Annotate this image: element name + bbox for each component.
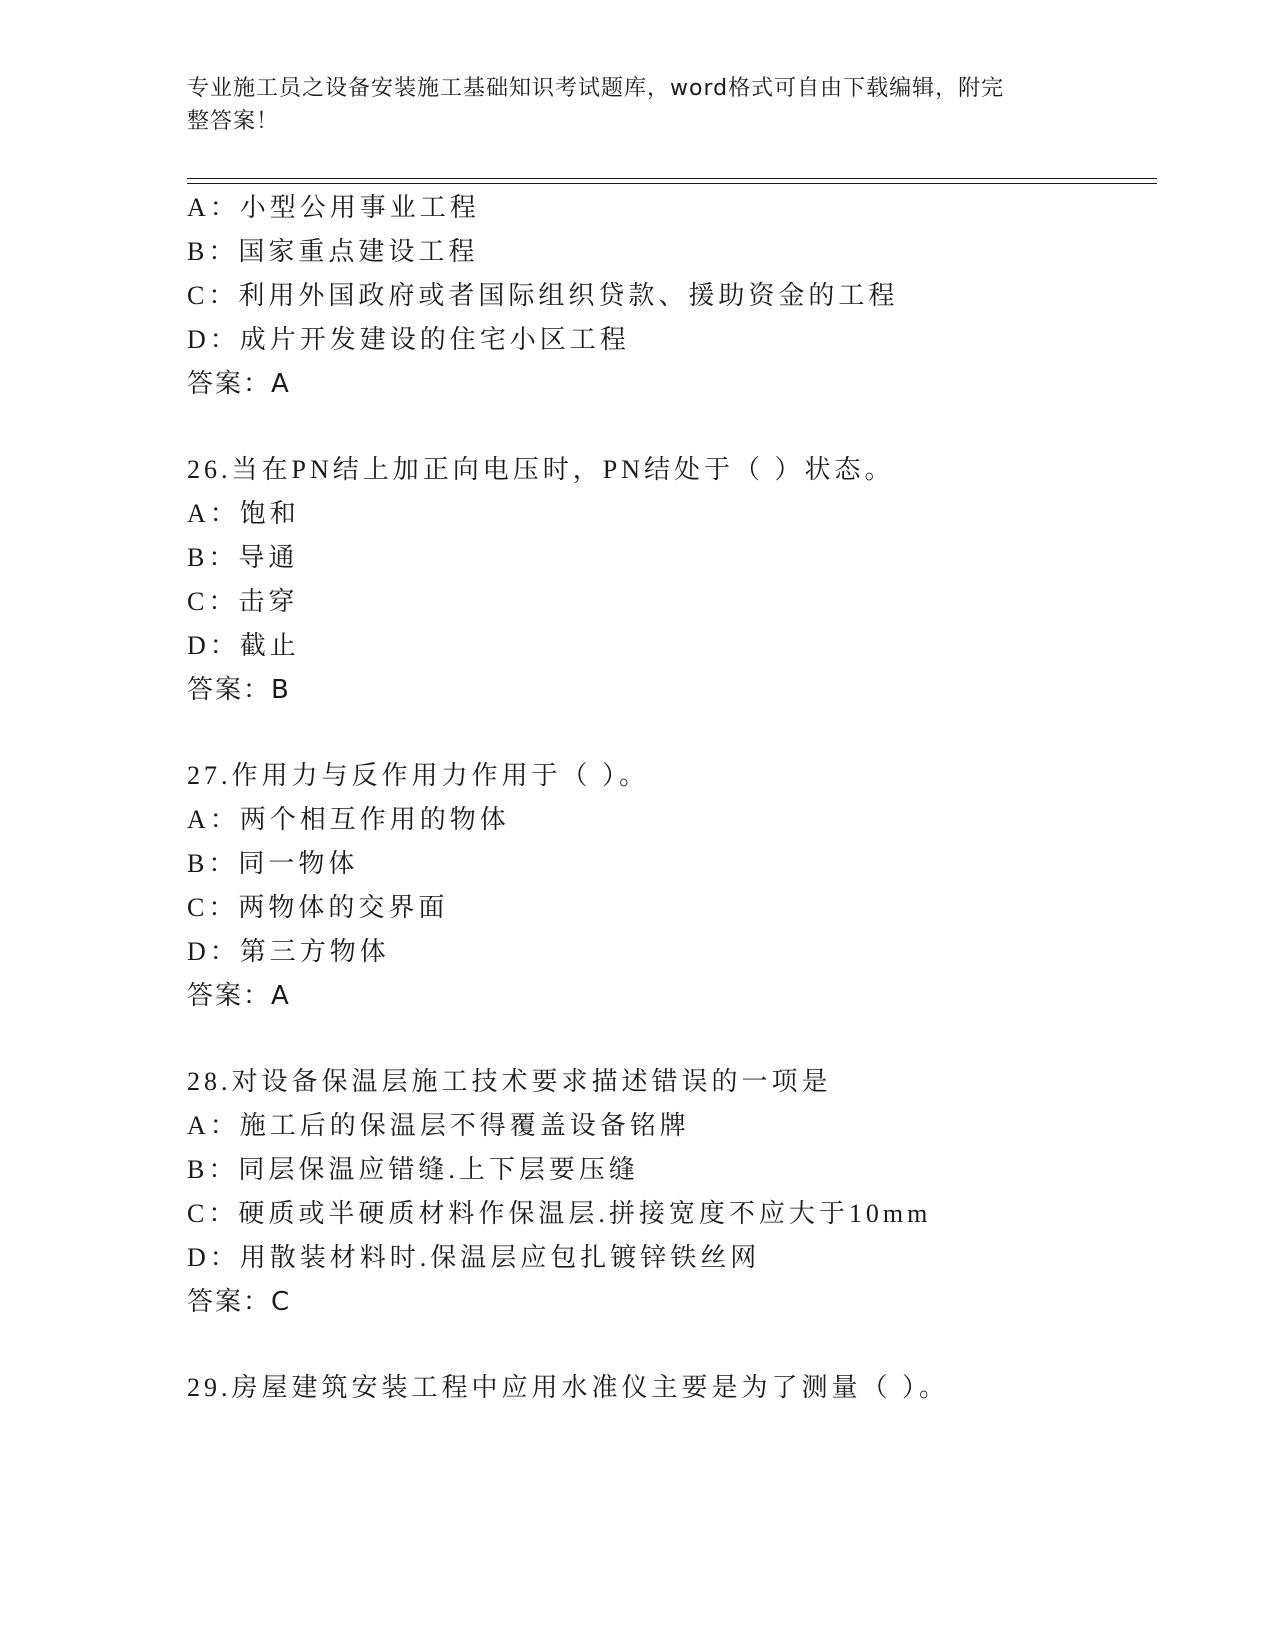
q25-option-b: B：国家重点建设工程 — [187, 237, 479, 266]
q28-answer: 答案：C — [187, 1287, 292, 1317]
q25-option-a: A：小型公用事业工程 — [187, 193, 480, 222]
q28-option-a: A：施工后的保温层不得覆盖设备铭牌 — [187, 1111, 690, 1140]
header-divider-bottom — [187, 183, 1157, 184]
q27-question: 27.作用力与反作用力作用于（ ）。 — [187, 761, 650, 790]
q28-question: 28.对设备保温层施工技术要求描述错误的一项是 — [187, 1067, 832, 1096]
q26-option-b: B：导通 — [187, 543, 299, 572]
q29-question: 29.房屋建筑安装工程中应用水准仪主要是为了测量（ ）。 — [187, 1373, 950, 1402]
q28-option-b: B：同层保温应错缝.上下层要压缝 — [187, 1155, 639, 1184]
q26-question: 26.当在PN结上加正向电压时，PN结处于（ ）状态。 — [187, 455, 895, 484]
q26-answer: 答案：B — [187, 675, 291, 705]
header-divider-top — [187, 178, 1157, 179]
q25-answer: 答案：A — [187, 369, 291, 399]
q27-option-c: C：两物体的交界面 — [187, 893, 449, 922]
q27-option-a: A：两个相互作用的物体 — [187, 805, 510, 834]
q28-option-d: D：用散装材料时.保温层应包扎镀锌铁丝网 — [187, 1243, 761, 1272]
q26-option-c: C：击穿 — [187, 587, 299, 616]
q26-option-a: A：饱和 — [187, 499, 300, 528]
q26-option-d: D：截止 — [187, 631, 300, 660]
document-header — [187, 72, 1067, 138]
q25-option-c: C：利用外国政府或者国际组织贷款、援助资金的工程 — [187, 281, 899, 310]
q27-option-d: D：第三方物体 — [187, 937, 390, 966]
header-line-1: 专业施工员之设备安装施工基础知识考试题库，word格式可自由下载编辑，附完 — [187, 76, 1005, 101]
header-line-2: 整答案！ — [187, 109, 280, 134]
q25-option-d: D：成片开发建设的住宅小区工程 — [187, 325, 630, 354]
q28-option-c: C：硬质或半硬质材料作保温层.拼接宽度不应大于10mm — [187, 1199, 932, 1228]
q27-option-b: B：同一物体 — [187, 849, 359, 878]
q27-answer: 答案：A — [187, 981, 291, 1011]
